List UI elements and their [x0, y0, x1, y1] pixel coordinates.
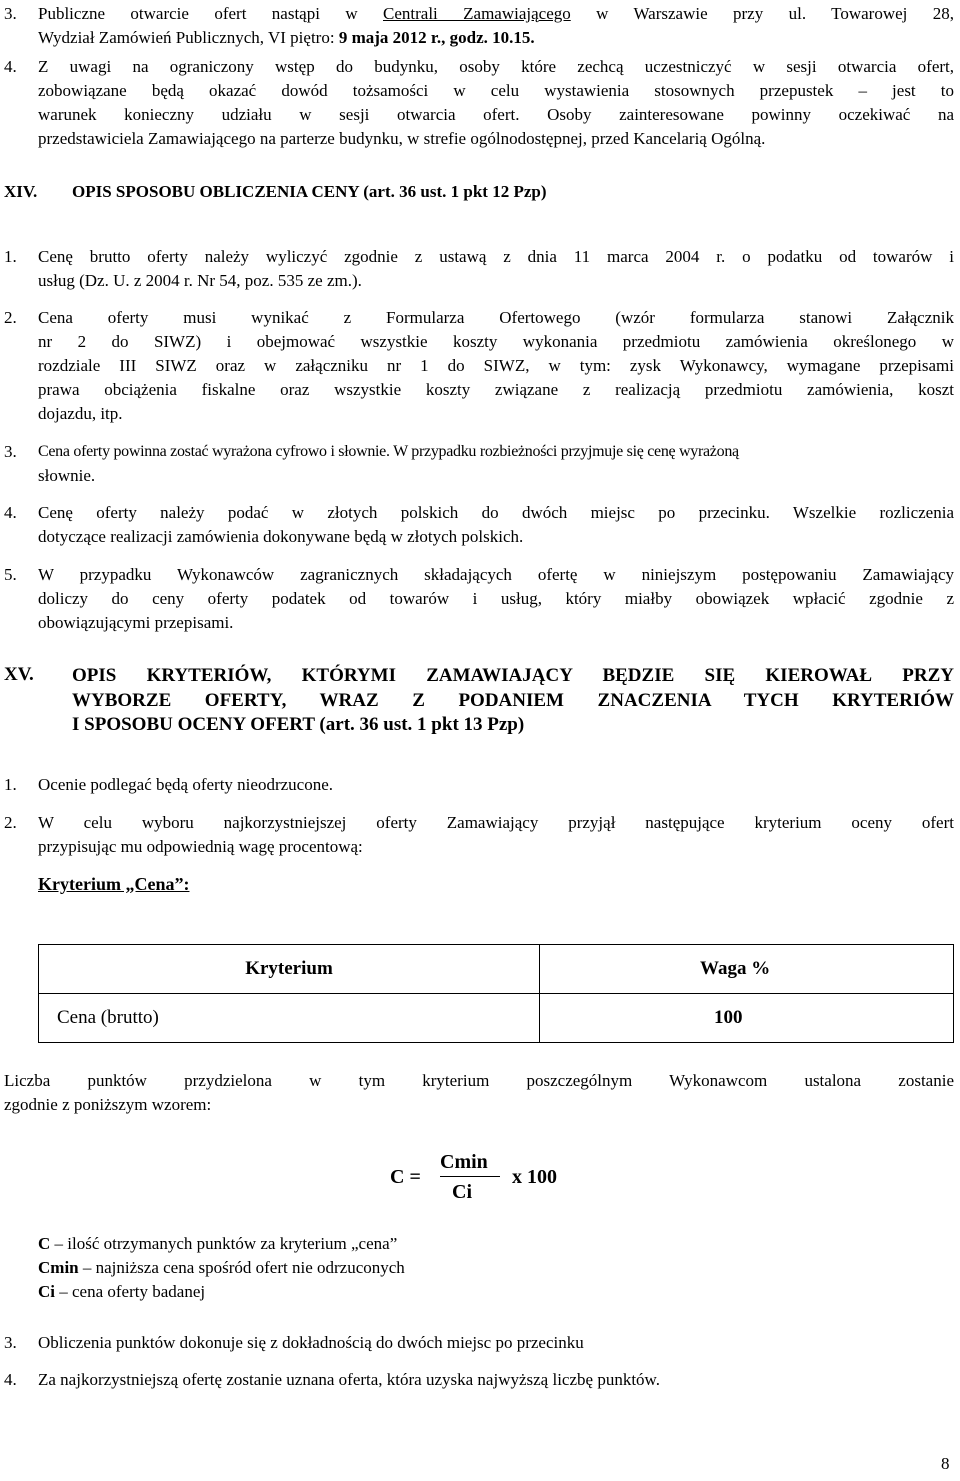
paragraph-line: dotyczące realizacji zamówienia dokonywane będą w złotych polskich.	[38, 527, 524, 546]
centrala-link: Centrali Zamawiającego	[383, 4, 571, 23]
paragraph-line: nr 2 do SIWZ) i obejmować wszystkie koszty wykonania przedmiotu zamówienia określonego w	[38, 332, 954, 351]
paragraph-line: warunek konieczny udziału w sesji otwarcia ofert. Osoby zainteresowane powinny oczekiwać na	[38, 105, 954, 124]
paragraph-line: dojazdu, itp.	[38, 404, 123, 423]
paragraph-line: zobowiązane będą okazać dowód tożsamości w celu wystawienia stosownych przepustek – jest to	[38, 81, 954, 100]
item-number: 4.	[4, 57, 17, 76]
paragraph-line: zgodnie z poniższym wzorem:	[4, 1095, 212, 1114]
item-number: 3.	[4, 442, 17, 461]
paragraph-line: Z uwagi na ograniczony wstęp do budynku, osoby które zechcą uczestniczyć w sesji otwarcia ofert,	[38, 57, 954, 76]
legend-line	[38, 1282, 205, 1302]
item-number: 5.	[4, 565, 17, 584]
text-span: – cena oferty badanej	[55, 1282, 206, 1301]
paragraph-line: Liczba punktów przydzielona w tym kryterium poszczególnym Wykonawcom ustalona zostanie	[4, 1071, 954, 1090]
paragraph-line: Cena oferty powinna zostać wyrażona cyfrowo i słownie. W przypadku rozbieżności przyjmuje się cenę wyrażoną	[38, 443, 739, 460]
table-header-row	[39, 945, 954, 994]
text-span: – najniższa cena spośród ofert nie odrzuconych	[78, 1258, 405, 1277]
paragraph-line: Cenę oferty należy podać w złotych polskich do dwóch miejsc po przecinku. Wszelkie rozliczenia	[38, 503, 954, 522]
paragraph-line: przypisując mu odpowiednią wagę procentową:	[38, 837, 363, 856]
paragraph-line: rozdziale III SIWZ oraz w załączniku nr 1 do SIWZ, w tym: zysk Wykonawcy, wymagane przepisami	[38, 356, 954, 375]
text-span: Wydział Zamówień Publicznych, VI piętro:	[38, 28, 339, 47]
section-number: XIV.	[4, 182, 38, 201]
formula-multiplier: x 100	[512, 1166, 557, 1188]
section-title-line: WYBORZE OFERTY, WRAZ Z PODANIEM ZNACZENIA TYCH KRYTERIÓW	[72, 690, 954, 711]
paragraph-line	[38, 4, 954, 24]
formula-lhs: C =	[390, 1166, 421, 1188]
criteria-table	[38, 944, 954, 1043]
formula-denominator: Ci	[452, 1181, 472, 1203]
opening-date: 9 maja 2012 r., godz. 10.15.	[338, 28, 535, 47]
text-span: – ilość otrzymanych punktów za kryterium „cena”	[50, 1234, 398, 1253]
table-row	[39, 994, 954, 1043]
paragraph-line: Cena oferty musi wynikać z Formularza Ofertowego (wzór formularza stanowi Załącznik	[38, 308, 954, 327]
section-title-line: I SPOSOBU OCENY OFERT (art. 36 ust. 1 pkt 13 Pzp)	[72, 714, 525, 735]
paragraph-line: Za najkorzystniejszą ofertę zostanie uznana oferta, która uzyska najwyższą liczbę punktów.	[38, 1370, 660, 1389]
item-number: 1.	[4, 247, 17, 266]
text-span: Ci	[38, 1282, 55, 1301]
paragraph-line: W przypadku Wykonawców zagranicznych składających ofertę w niniejszym postępowaniu Zamawiający	[38, 565, 954, 584]
legend-line	[38, 1234, 397, 1254]
table-cell: 100	[540, 994, 954, 1043]
paragraph-line: obowiązującymi przepisami.	[38, 613, 234, 632]
item-number: 2.	[4, 308, 17, 327]
paragraph-line: prawa obciążenia fiskalne oraz wszystkie koszty związane z realizacją przedmiotu zamówienia, koszt	[38, 380, 954, 399]
item-number: 3.	[4, 1333, 17, 1352]
item-number: 4.	[4, 503, 17, 522]
section-title-line: OPIS KRYTERIÓW, KTÓRYMI ZAMAWIAJĄCY BĘDZIE SIĘ KIEROWAŁ PRZY	[72, 665, 954, 686]
item-number: 1.	[4, 775, 17, 794]
legend-line	[38, 1258, 405, 1278]
formula-numerator: Cmin	[440, 1151, 488, 1173]
paragraph-line	[38, 28, 535, 48]
text-span: Publiczne otwarcie ofert nastąpi w	[38, 4, 383, 23]
page-number: 8	[941, 1454, 950, 1473]
paragraph-line: usług (Dz. U. z 2004 r. Nr 54, poz. 535 ze zm.).	[38, 271, 362, 290]
kryterium-heading: Kryterium „Cena”:	[38, 874, 190, 894]
table-header-cell: Kryterium	[39, 945, 540, 994]
text-span: Cmin	[38, 1258, 79, 1277]
section-number: XV.	[4, 664, 34, 685]
paragraph-line: Ocenie podlegać będą oferty nieodrzucone.	[38, 775, 333, 794]
paragraph-line: doliczy do ceny oferty podatek od towarów i usług, który miałby obowiązek wpłacić zgodnie z	[38, 589, 954, 608]
paragraph-line: słownie.	[38, 466, 96, 485]
paragraph-line: Obliczenia punktów dokonuje się z dokładnością do dwóch miejsc po przecinku	[38, 1333, 584, 1352]
text-span: C	[38, 1234, 51, 1253]
section-title: OPIS SPOSOBU OBLICZENIA CENY (art. 36 ust. 1 pkt 12 Pzp)	[72, 182, 547, 201]
fraction-bar	[440, 1176, 500, 1177]
item-number: 3.	[4, 4, 17, 23]
text-span: w Warszawie przy ul. Towarowej 28,	[570, 4, 955, 23]
table-header-cell: Waga %	[540, 945, 954, 994]
paragraph-line: przedstawiciela Zamawiającego na parterze budynku, w strefie ogólnodostępnej, przed Kancelarią Ogólną.	[38, 129, 766, 148]
paragraph-line: W celu wyboru najkorzystniejszej oferty Zamawiający przyjął następujące kryterium oceny ofert	[38, 813, 954, 832]
table-cell: Cena (brutto)	[39, 994, 540, 1043]
item-number: 4.	[4, 1370, 17, 1389]
paragraph-line: Cenę brutto oferty należy wyliczyć zgodnie z ustawą z dnia 11 marca 2004 r. o podatku od towarów i	[38, 247, 954, 266]
item-number: 2.	[4, 813, 17, 832]
